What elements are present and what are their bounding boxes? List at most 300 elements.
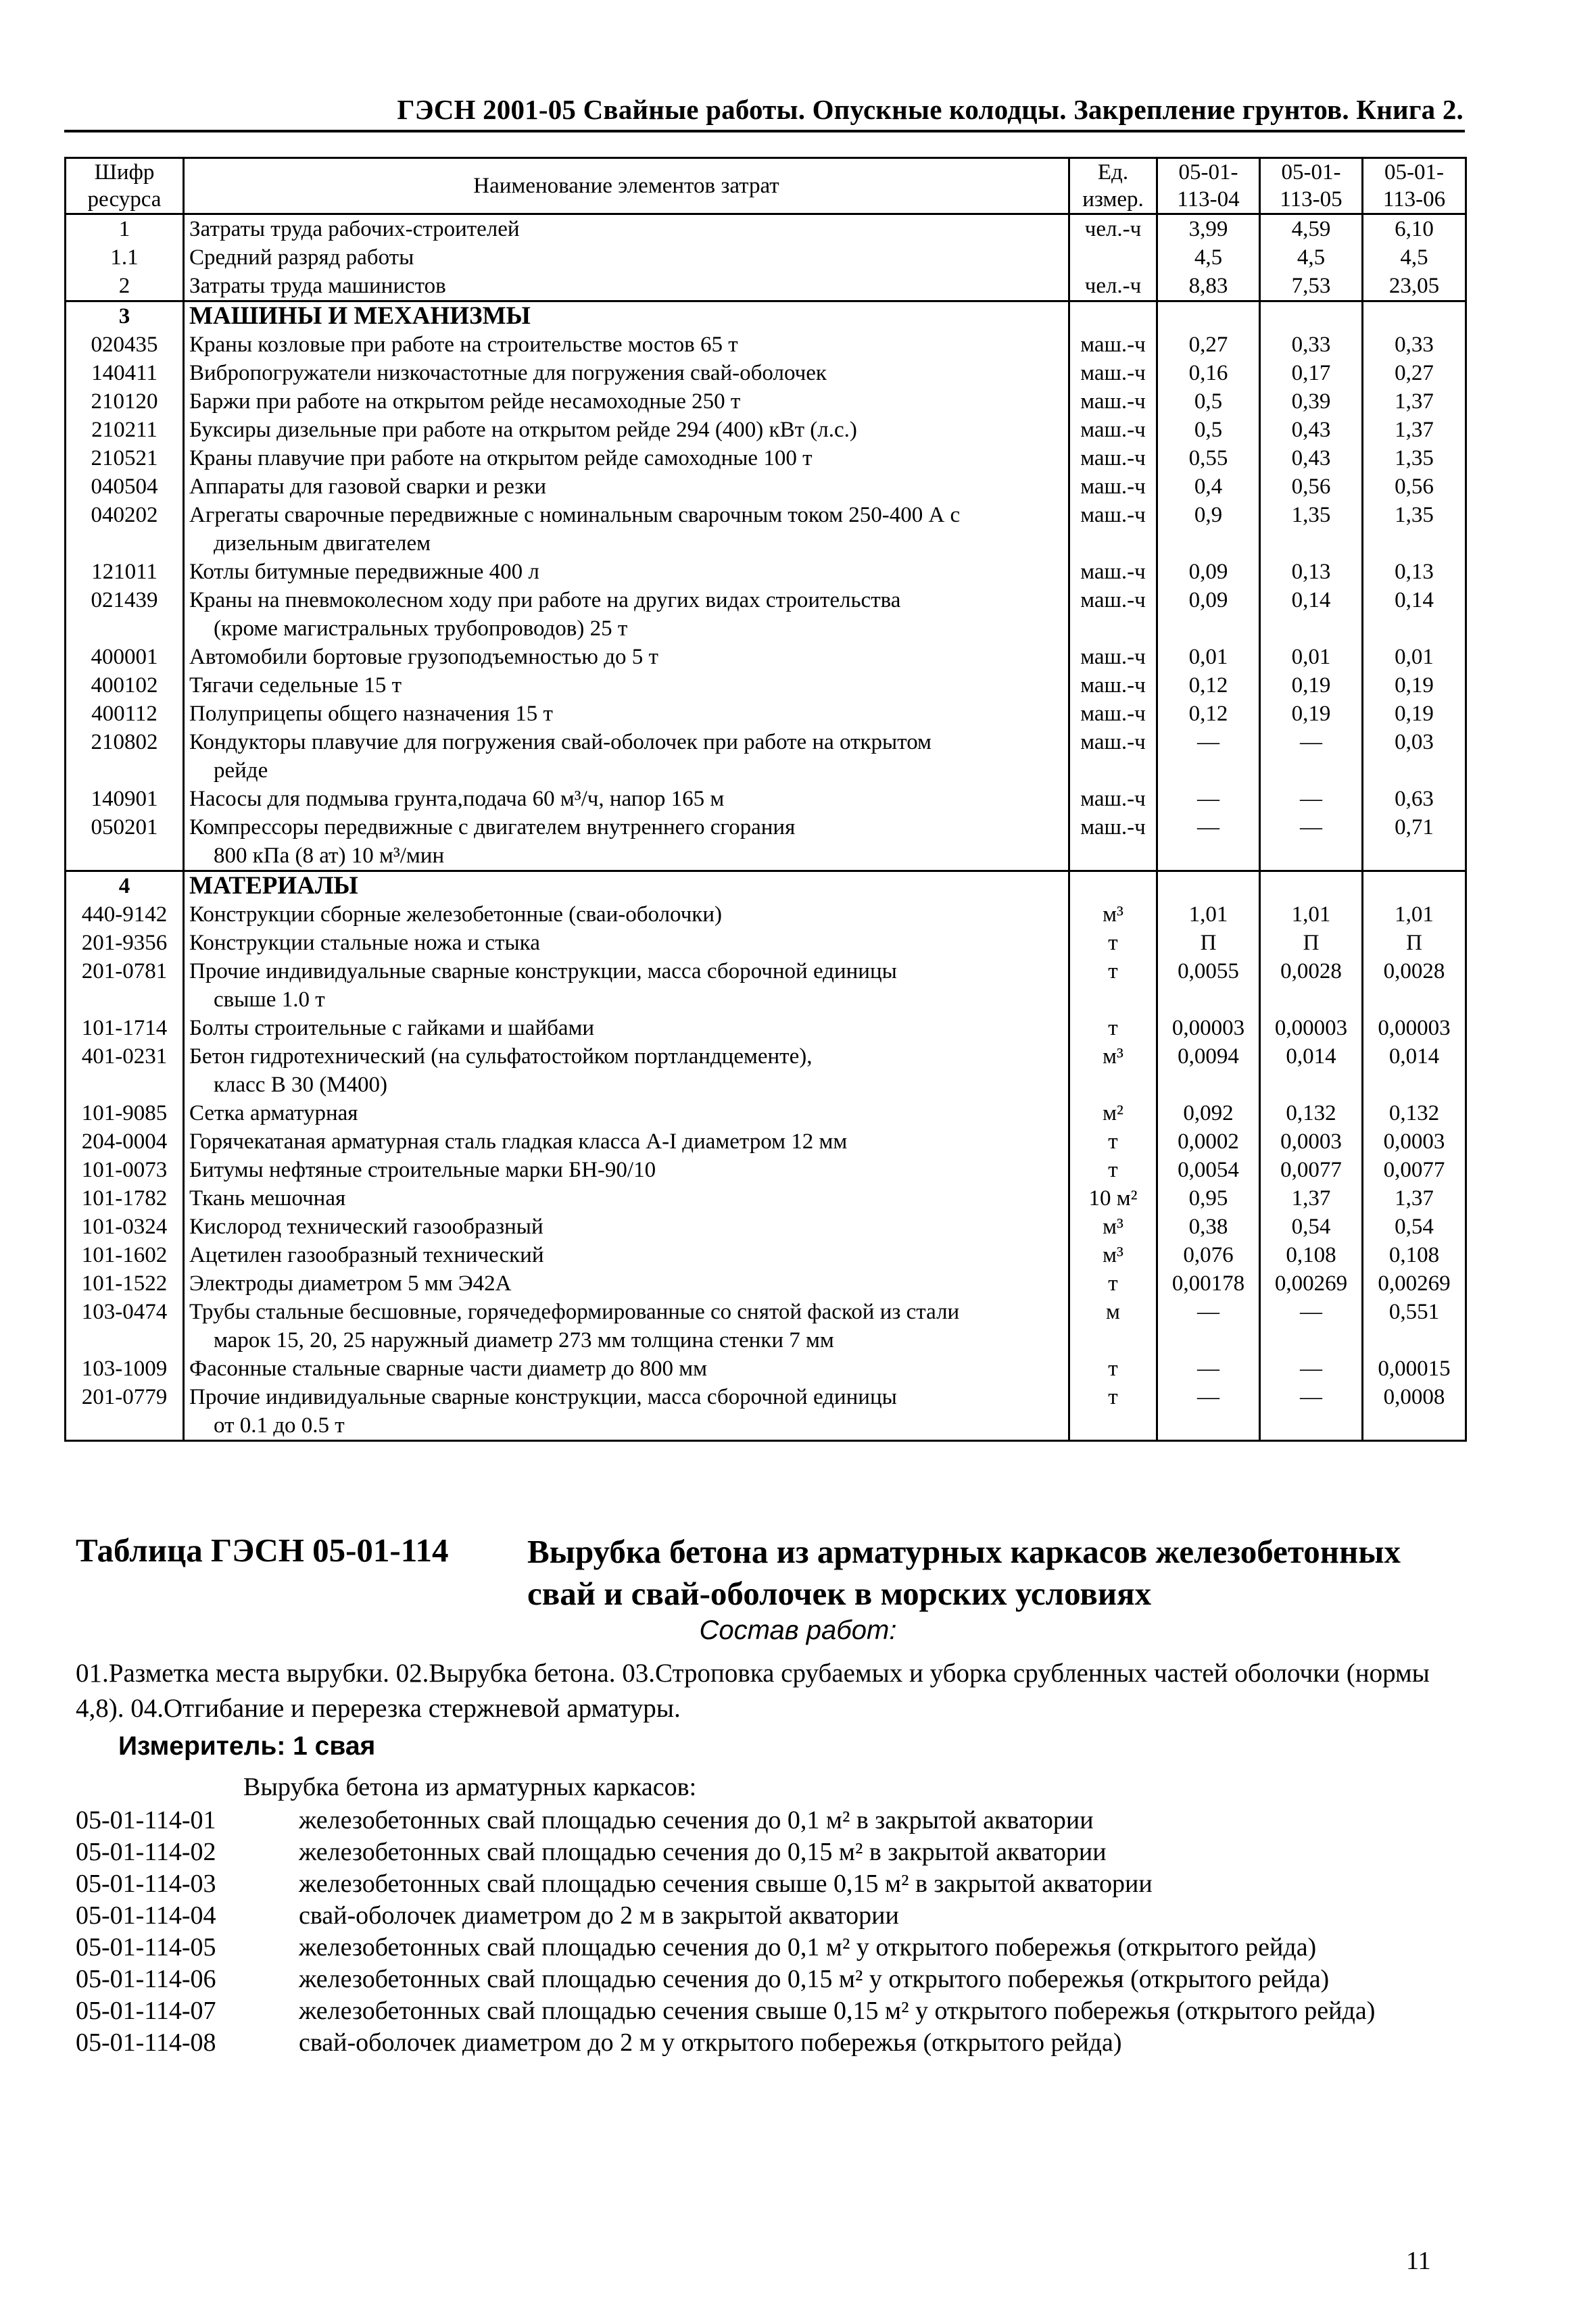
- cell-name-text: Насосы для подмыва грунта,подача 60 м³/ч, напор 165 м: [189, 787, 725, 811]
- cell-code: 210802: [66, 728, 184, 785]
- table-row: [66, 1213, 1466, 1241]
- header-col3: 05-01-113-06: [1363, 158, 1466, 214]
- item-code: 05-01-114-04: [76, 1901, 216, 1930]
- cell-col1: 0,5: [1157, 387, 1260, 416]
- cell-name-text: Автомобили бортовые грузоподъемностью до 5 т: [189, 645, 658, 669]
- item-description: железобетонных свай площадью сечения до 0,15 м² у открытого побережья (открытого рейда): [299, 1965, 1330, 1993]
- header-col1: 05-01-113-04: [1157, 158, 1260, 214]
- cell-name-text: Горячекатаная арматурная сталь гладкая класса А-I диаметром 12 мм: [189, 1129, 848, 1154]
- table-row: [66, 501, 1466, 558]
- cell-unit: т: [1069, 1355, 1157, 1383]
- item-description: железобетонных свай площадью сечения до 0,15 м² в закрытой акватории: [299, 1838, 1107, 1866]
- cell-code: 140901: [66, 785, 184, 813]
- cell-col3: 0,03: [1363, 728, 1466, 785]
- cell-code: 121011: [66, 558, 184, 586]
- cell-name-text: Аппараты для газовой сварки и резки: [189, 474, 546, 499]
- table-row: [66, 444, 1466, 472]
- cell-name-text: Полуприцепы общего назначения 15 т: [189, 702, 553, 726]
- item-code: 05-01-114-06: [76, 1965, 216, 1993]
- cell-code: 101-0073: [66, 1156, 184, 1184]
- cell-unit: [1069, 301, 1157, 331]
- cell-name: [184, 1269, 1069, 1298]
- cell-col1: 0,0002: [1157, 1127, 1260, 1156]
- cell-name: [184, 331, 1069, 359]
- cell-name-text: Тягачи седельные 15 т: [189, 673, 402, 698]
- cell-col2: [1260, 301, 1363, 331]
- cell-name: [184, 871, 1069, 901]
- cell-col3: 4,5: [1363, 243, 1466, 272]
- cell-code: 400102: [66, 671, 184, 700]
- list-item: [76, 1900, 1468, 1932]
- cell-col1: 0,0055: [1157, 957, 1260, 1014]
- table-row: [66, 957, 1466, 1014]
- cell-name: [184, 643, 1069, 671]
- cell-code: 400001: [66, 643, 184, 671]
- item-code: 05-01-114-08: [76, 2028, 216, 2057]
- cell-name: [184, 1213, 1069, 1241]
- cell-name: [184, 359, 1069, 387]
- cell-unit: т: [1069, 957, 1157, 1014]
- cell-col3: 0,132: [1363, 1099, 1466, 1127]
- cell-name-text: Сетка арматурная: [189, 1101, 358, 1125]
- cell-name: [184, 558, 1069, 586]
- cell-name: [184, 1042, 1069, 1099]
- cell-col2: 0,19: [1260, 700, 1363, 728]
- cell-name-continuation: 800 кПа (8 ат) 10 м³/мин: [214, 844, 445, 868]
- item-description: железобетонных свай площадью сечения свыше 0,15 м² в закрытой акватории: [299, 1870, 1153, 1898]
- cell-col3: 0,0028: [1363, 957, 1466, 1014]
- cell-col2: 0,0077: [1260, 1156, 1363, 1184]
- cell-col1: —: [1157, 728, 1260, 785]
- cell-name: [184, 1127, 1069, 1156]
- cell-col3: 1,01: [1363, 900, 1466, 929]
- item-description: железобетонных свай площадью сечения до 0,1 м² у открытого побережья (открытого рейда): [299, 1933, 1317, 1961]
- cell-name: [184, 501, 1069, 558]
- cell-code: 103-1009: [66, 1355, 184, 1383]
- cell-code: 201-9356: [66, 929, 184, 957]
- cell-name-text: Бетон гидротехнический (на сульфатостойком портландцементе),: [189, 1044, 813, 1069]
- cell-col1: 0,9: [1157, 501, 1260, 558]
- cell-code: 3: [66, 301, 184, 331]
- cell-unit: м²: [1069, 1099, 1157, 1127]
- item-code: 05-01-114-02: [76, 1838, 216, 1866]
- cell-col3: 0,19: [1363, 671, 1466, 700]
- table-row: [66, 387, 1466, 416]
- cell-name-text: Краны плавучие при работе на открытом рейде самоходные 100 т: [189, 446, 813, 470]
- cell-col3: 1,37: [1363, 1184, 1466, 1213]
- table-row: [66, 331, 1466, 359]
- cell-col1: 0,12: [1157, 700, 1260, 728]
- cell-unit: маш.-ч: [1069, 558, 1157, 586]
- cell-unit: маш.-ч: [1069, 643, 1157, 671]
- cell-name-text: Ацетилен газообразный технический: [189, 1243, 544, 1267]
- list-item: [76, 1868, 1468, 1900]
- cell-col2: 4,5: [1260, 243, 1363, 272]
- cell-unit: маш.-ч: [1069, 472, 1157, 501]
- table-row: [66, 472, 1466, 501]
- table-row: [66, 1269, 1466, 1298]
- cell-col3: 0,108: [1363, 1241, 1466, 1269]
- cell-code: 050201: [66, 813, 184, 871]
- table-row: [66, 214, 1466, 244]
- cell-name: [184, 1184, 1069, 1213]
- cell-code: 101-1782: [66, 1184, 184, 1213]
- cell-name: [184, 586, 1069, 643]
- cell-col3: 0,0008: [1363, 1383, 1466, 1441]
- cell-col3: 0,14: [1363, 586, 1466, 643]
- table-row: [66, 700, 1466, 728]
- cell-col2: 0,33: [1260, 331, 1363, 359]
- cell-col1: 0,092: [1157, 1099, 1260, 1127]
- cell-col1: 0,5: [1157, 416, 1260, 444]
- works-caption: Состав работ:: [699, 1615, 897, 1645]
- cell-col2: 0,0003: [1260, 1127, 1363, 1156]
- cell-code: 101-1602: [66, 1241, 184, 1269]
- cell-unit: т: [1069, 1127, 1157, 1156]
- cell-unit: маш.-ч: [1069, 444, 1157, 472]
- cell-unit: [1069, 871, 1157, 901]
- cell-col3: 1,35: [1363, 444, 1466, 472]
- cell-col2: 0,14: [1260, 586, 1363, 643]
- item-description: свай-оболочек диаметром до 2 м в закрытой акватории: [299, 1901, 899, 1930]
- cell-code: 204-0004: [66, 1127, 184, 1156]
- cell-col1: 0,16: [1157, 359, 1260, 387]
- cell-code: 101-9085: [66, 1099, 184, 1127]
- cell-name: [184, 1298, 1069, 1355]
- table-row: [66, 871, 1466, 901]
- table-row: [66, 558, 1466, 586]
- table-row: [66, 1355, 1466, 1383]
- cell-col3: 0,13: [1363, 558, 1466, 586]
- list-item: [76, 2027, 1468, 2059]
- cell-name-continuation: свыше 1.0 т: [214, 988, 325, 1012]
- table-header: [66, 158, 1466, 214]
- list-item: [76, 1995, 1468, 2027]
- cell-name-text: Краны на пневмоколесном ходу при работе на других видах строительства: [189, 588, 901, 612]
- cell-col1: 0,12: [1157, 671, 1260, 700]
- cell-name-text: Краны козловые при работе на строительстве мостов 65 т: [189, 333, 738, 357]
- cell-col3: 0,63: [1363, 785, 1466, 813]
- cell-unit: маш.-ч: [1069, 700, 1157, 728]
- cell-unit: м³: [1069, 1042, 1157, 1099]
- items-list: [76, 1805, 1468, 2059]
- header-name: Наименование элементов затрат: [184, 158, 1069, 214]
- cell-unit: маш.-ч: [1069, 416, 1157, 444]
- cell-col1: 0,0054: [1157, 1156, 1260, 1184]
- item-description: железобетонных свай площадью сечения до 0,1 м² в закрытой акватории: [299, 1806, 1094, 1834]
- list-item: [76, 1964, 1468, 1995]
- cell-col2: —: [1260, 728, 1363, 785]
- cell-col2: —: [1260, 1383, 1363, 1441]
- table-row: [66, 272, 1466, 301]
- table-row: [66, 1298, 1466, 1355]
- cell-name-text: Вибропогружатели низкочастотные для погружения свай-оболочек: [189, 361, 827, 385]
- cell-col1: 4,5: [1157, 243, 1260, 272]
- cell-col1: 0,55: [1157, 444, 1260, 472]
- cell-name: [184, 1099, 1069, 1127]
- table-row: [66, 416, 1466, 444]
- item-code: 05-01-114-05: [76, 1933, 216, 1961]
- table-row: [66, 1241, 1466, 1269]
- cell-code: 4: [66, 871, 184, 901]
- cell-name-text: Средний разряд работы: [189, 245, 414, 270]
- cell-col1: 1,01: [1157, 900, 1260, 929]
- cell-col3: 1,35: [1363, 501, 1466, 558]
- cell-code: 210120: [66, 387, 184, 416]
- cell-name-text: Конструкции стальные ножа и стыка: [189, 931, 540, 955]
- cell-col1: 0,95: [1157, 1184, 1260, 1213]
- item-code: 05-01-114-01: [76, 1806, 216, 1834]
- cell-col3: 1,37: [1363, 416, 1466, 444]
- cell-code: 020435: [66, 331, 184, 359]
- cell-col2: 0,00269: [1260, 1269, 1363, 1298]
- cell-name: [184, 1241, 1069, 1269]
- cell-name: [184, 1355, 1069, 1383]
- list-item: [76, 1805, 1468, 1836]
- cell-col1: —: [1157, 785, 1260, 813]
- cell-col2: 0,39: [1260, 387, 1363, 416]
- cell-code: 040202: [66, 501, 184, 558]
- table-row: [66, 929, 1466, 957]
- cell-name-continuation: рейде: [214, 758, 268, 783]
- resources-table: [64, 157, 1467, 1442]
- item-description: железобетонных свай площадью сечения свыше 0,15 м² у открытого побережья (открытого рейда): [299, 1997, 1376, 2025]
- cell-col3: П: [1363, 929, 1466, 957]
- measurer: Измеритель: 1 свая: [118, 1732, 376, 1761]
- table-row: [66, 643, 1466, 671]
- cell-name: [184, 444, 1069, 472]
- table-row: [66, 1383, 1466, 1441]
- cell-col2: 0,014: [1260, 1042, 1363, 1099]
- table-row: [66, 728, 1466, 785]
- cell-col2: —: [1260, 813, 1363, 871]
- table-row: [66, 1184, 1466, 1213]
- cell-col3: [1363, 871, 1466, 901]
- cell-col1: 0,0094: [1157, 1042, 1260, 1099]
- cell-name: [184, 214, 1069, 244]
- cell-col1: 0,09: [1157, 558, 1260, 586]
- cell-name: [184, 1156, 1069, 1184]
- cell-name: [184, 472, 1069, 501]
- cell-unit: т: [1069, 1269, 1157, 1298]
- cell-name: [184, 813, 1069, 871]
- cell-col1: 0,09: [1157, 586, 1260, 643]
- cell-name-text: Агрегаты сварочные передвижные с номинальным сварочным током 250-400 А с: [189, 503, 961, 527]
- cell-name-text: Прочие индивидуальные сварные конструкции, масса сборочной единицы: [189, 959, 897, 983]
- cell-name: [184, 272, 1069, 301]
- cell-name-text: Котлы битумные передвижные 400 л: [189, 560, 539, 584]
- cell-unit: м³: [1069, 900, 1157, 929]
- cell-col2: 0,19: [1260, 671, 1363, 700]
- cell-code: 2: [66, 272, 184, 301]
- table2-title: Вырубка бетона из арматурных каркасов железобетонных свай и свай-оболочек в морских условиях: [527, 1533, 1401, 1612]
- item-code: 05-01-114-03: [76, 1870, 216, 1898]
- cell-unit: маш.-ч: [1069, 501, 1157, 558]
- cell-name-continuation: марок 15, 20, 25 наружный диаметр 273 мм толщина стенки 7 мм: [214, 1328, 834, 1353]
- cell-col1: 0,38: [1157, 1213, 1260, 1241]
- cell-unit: м³: [1069, 1213, 1157, 1241]
- table-row: [66, 243, 1466, 272]
- table-row: [66, 301, 1466, 331]
- cell-col2: 0,13: [1260, 558, 1363, 586]
- cell-code: 1: [66, 214, 184, 244]
- cell-col2: 0,00003: [1260, 1014, 1363, 1042]
- cell-name-text: Кондукторы плавучие для погружения свай-оболочек при работе на открытом: [189, 730, 932, 754]
- cell-col2: 0,01: [1260, 643, 1363, 671]
- cell-col3: 6,10: [1363, 214, 1466, 244]
- cell-name: [184, 1014, 1069, 1042]
- cell-code: 021439: [66, 586, 184, 643]
- cell-code: 101-0324: [66, 1213, 184, 1241]
- cell-unit: маш.-ч: [1069, 728, 1157, 785]
- cell-name: [184, 929, 1069, 957]
- cell-col1: [1157, 871, 1260, 901]
- cell-unit: 10 м²: [1069, 1184, 1157, 1213]
- cell-unit: [1069, 243, 1157, 272]
- cell-name-text: Затраты труда машинистов: [189, 274, 446, 298]
- cell-name-text: Прочие индивидуальные сварные конструкции, масса сборочной единицы: [189, 1385, 897, 1409]
- table-row: [66, 1042, 1466, 1099]
- cell-col3: 0,33: [1363, 331, 1466, 359]
- page-header: ГЭСН 2001-05 Свайные работы. Опускные колодцы. Закрепление грунтов. Книга 2.: [397, 94, 1464, 125]
- table-row: [66, 1127, 1466, 1156]
- item-code: 05-01-114-07: [76, 1997, 216, 2025]
- cell-col3: 0,0003: [1363, 1127, 1466, 1156]
- cell-col1: 8,83: [1157, 272, 1260, 301]
- cell-name-text: Затраты труда рабочих-строителей: [189, 217, 520, 241]
- cell-name-continuation: (кроме магистральных трубопроводов) 25 т: [214, 616, 628, 641]
- cell-name: [184, 1383, 1069, 1441]
- table-row: [66, 1014, 1466, 1042]
- cell-col2: 0,17: [1260, 359, 1363, 387]
- cell-name: [184, 671, 1069, 700]
- cell-unit: чел.-ч: [1069, 214, 1157, 244]
- cell-col3: 0,00003: [1363, 1014, 1466, 1042]
- cell-name-text: МАШИНЫ И МЕХАНИЗМЫ: [189, 302, 531, 330]
- cell-unit: маш.-ч: [1069, 813, 1157, 871]
- cell-name: [184, 416, 1069, 444]
- cell-name: [184, 785, 1069, 813]
- cell-name-text: Компрессоры передвижные с двигателем внутреннего сгорания: [189, 815, 796, 839]
- list-item: [76, 1932, 1468, 1964]
- cell-col3: 0,00015: [1363, 1355, 1466, 1383]
- cell-col2: 7,53: [1260, 272, 1363, 301]
- cell-code: 140411: [66, 359, 184, 387]
- cell-name-text: МАТЕРИАЛЫ: [189, 872, 358, 900]
- cell-name-continuation: от 0.1 до 0.5 т: [214, 1413, 345, 1438]
- cell-code: 201-0779: [66, 1383, 184, 1441]
- header-unit: Ед. измер.: [1069, 158, 1157, 214]
- cell-col3: [1363, 301, 1466, 331]
- cell-col2: 1,37: [1260, 1184, 1363, 1213]
- cell-col1: 0,4: [1157, 472, 1260, 501]
- cell-name-text: Электроды диаметром 5 мм Э42А: [189, 1271, 512, 1296]
- cell-name-text: Баржи при работе на открытом рейде несамоходные 250 т: [189, 389, 741, 414]
- cell-name-text: Трубы стальные бесшовные, горячедеформированные со снятой фаской из стали: [189, 1300, 960, 1324]
- cell-col2: [1260, 871, 1363, 901]
- cell-col2: 1,35: [1260, 501, 1363, 558]
- cell-col1: 0,01: [1157, 643, 1260, 671]
- cell-col1: —: [1157, 1355, 1260, 1383]
- cell-name: [184, 387, 1069, 416]
- cell-col1: —: [1157, 1298, 1260, 1355]
- cell-col2: 0,43: [1260, 416, 1363, 444]
- cell-code: 400112: [66, 700, 184, 728]
- cell-col1: 0,00003: [1157, 1014, 1260, 1042]
- cell-col2: 0,56: [1260, 472, 1363, 501]
- cell-col3: 23,05: [1363, 272, 1466, 301]
- header-rule: [64, 130, 1465, 132]
- cell-code: 103-0474: [66, 1298, 184, 1355]
- cell-col1: 0,076: [1157, 1241, 1260, 1269]
- cell-name-text: Кислород технический газообразный: [189, 1215, 543, 1239]
- cell-col3: 0,0077: [1363, 1156, 1466, 1184]
- cell-col3: 0,19: [1363, 700, 1466, 728]
- cell-code: 1.1: [66, 243, 184, 272]
- cell-code: 440-9142: [66, 900, 184, 929]
- cell-unit: м³: [1069, 1241, 1157, 1269]
- cell-name-continuation: класс В 30 (М400): [214, 1073, 388, 1097]
- cell-name-text: Буксиры дизельные при работе на открытом рейде 294 (400) кВт (л.с.): [189, 418, 857, 442]
- cell-col2: 1,01: [1260, 900, 1363, 929]
- cell-code: 401-0231: [66, 1042, 184, 1099]
- cell-name-text: Конструкции сборные железобетонные (сваи-оболочки): [189, 902, 722, 927]
- cell-unit: маш.-ч: [1069, 785, 1157, 813]
- table2-label: Таблица ГЭСН 05-01-114: [76, 1532, 449, 1569]
- page-number: 11: [1406, 2247, 1431, 2275]
- table-row: [66, 359, 1466, 387]
- table-row: [66, 1099, 1466, 1127]
- cell-unit: маш.-ч: [1069, 359, 1157, 387]
- cell-col1: П: [1157, 929, 1260, 957]
- cell-name: [184, 301, 1069, 331]
- cell-col1: —: [1157, 1383, 1260, 1441]
- cell-col1: —: [1157, 813, 1260, 871]
- table-body: [66, 214, 1466, 1441]
- item-description: свай-оболочек диаметром до 2 м у открытого побережья (открытого рейда): [299, 2028, 1122, 2057]
- cell-col3: 0,00269: [1363, 1269, 1466, 1298]
- cell-col3: 1,37: [1363, 387, 1466, 416]
- cell-col2: —: [1260, 1298, 1363, 1355]
- cell-name-text: Ткань мешочная: [189, 1186, 346, 1211]
- table-row: [66, 671, 1466, 700]
- cell-col3: 0,54: [1363, 1213, 1466, 1241]
- cell-name-text: Фасонные стальные сварные части диаметр до 800 мм: [189, 1357, 708, 1381]
- cell-code: 210521: [66, 444, 184, 472]
- cell-unit: маш.-ч: [1069, 387, 1157, 416]
- header-code: Шифр ресурса: [66, 158, 184, 214]
- cell-unit: маш.-ч: [1069, 671, 1157, 700]
- cell-col3: 0,551: [1363, 1298, 1466, 1355]
- cell-col2: 4,59: [1260, 214, 1363, 244]
- cell-col3: 0,71: [1363, 813, 1466, 871]
- cell-col2: 0,132: [1260, 1099, 1363, 1127]
- cell-name: [184, 700, 1069, 728]
- cell-unit: т: [1069, 929, 1157, 957]
- cell-col2: —: [1260, 785, 1363, 813]
- cell-col1: 3,99: [1157, 214, 1260, 244]
- cell-col3: 0,27: [1363, 359, 1466, 387]
- cell-code: 201-0781: [66, 957, 184, 1014]
- cell-unit: маш.-ч: [1069, 331, 1157, 359]
- table-row: [66, 900, 1466, 929]
- cell-col2: 0,54: [1260, 1213, 1363, 1241]
- table-row: [66, 586, 1466, 643]
- works-text: 01.Разметка места вырубки. 02.Вырубка бетона. 03.Строповка срубаемых и уборка срубленных частей оболочки (нормы 4,8). 04.Отгибание и перерезка стержневой арматуры.: [76, 1659, 1430, 1723]
- table-row: [66, 1156, 1466, 1184]
- cell-col1: 0,27: [1157, 331, 1260, 359]
- cell-code: 040504: [66, 472, 184, 501]
